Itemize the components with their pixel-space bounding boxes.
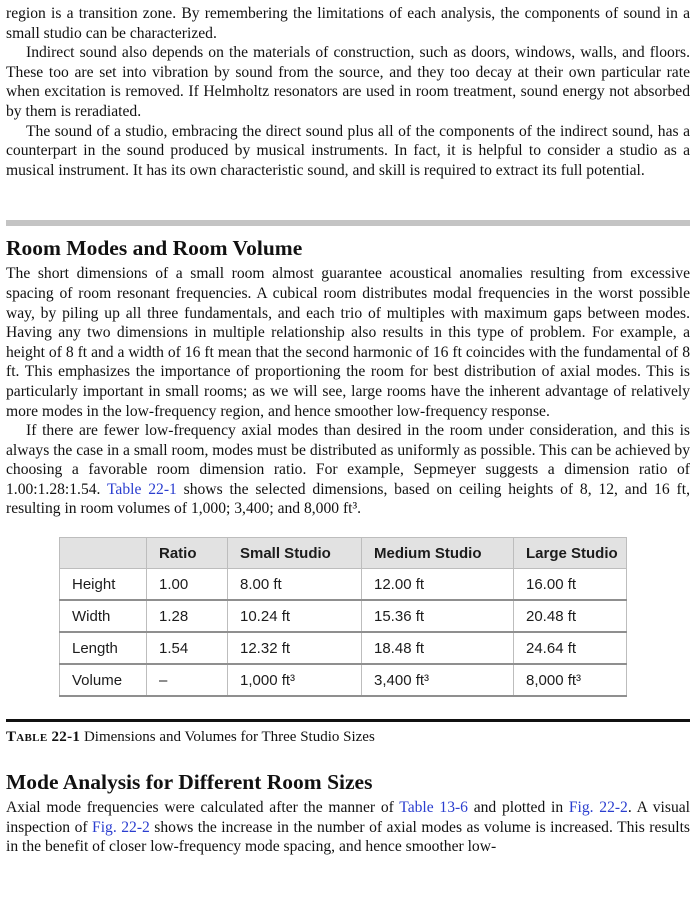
table-cell: Width (60, 600, 147, 632)
table-cell: – (147, 664, 228, 696)
table-cell: 18.48 ft (362, 632, 514, 664)
table-cell: 3,400 ft³ (362, 664, 514, 696)
table-22-1-link[interactable]: Table 22-1 (106, 480, 177, 498)
table-row (60, 664, 627, 696)
table-caption-label: Table 22-1 (6, 729, 81, 746)
table-cell: 1,000 ft³ (228, 664, 362, 696)
table-row (60, 600, 627, 632)
studio-dimensions-table (59, 537, 627, 697)
table-cell: 8,000 ft³ (514, 664, 627, 696)
table-cell: 12.00 ft (362, 569, 514, 601)
table-header-row (60, 538, 627, 569)
table-cell: 24.64 ft (514, 632, 627, 664)
table-caption-rule (6, 719, 690, 722)
table-cell: 20.48 ft (514, 600, 627, 632)
section-heading-mode-analysis: Mode Analysis for Different Room Sizes (6, 770, 373, 795)
room-modes-paragraph-2 (6, 421, 690, 519)
table-row (60, 569, 627, 601)
table-header-cell: Ratio (147, 538, 228, 569)
table-cell: 15.36 ft (362, 600, 514, 632)
paragraph-text: and plotted in (467, 799, 569, 817)
table-cell: Volume (60, 664, 147, 696)
table-cell: Height (60, 569, 147, 601)
table-header-cell: Small Studio (228, 538, 362, 569)
section-heading-room-modes: Room Modes and Room Volume (6, 236, 303, 261)
fig-22-2-link[interactable]: Fig. 22-2 (568, 799, 628, 817)
paragraph-text: If there are fewer low-frequency axial modes than desired in the room under consideration, and this is always the case in a small room, modes must be distributed as uniformly as possible. This can be achieved by choosing a favorable room dimension ratio. For example, Sepmeyer suggests a dimension ratio of 1.00:1.28:1.54. (6, 422, 690, 498)
table-row (60, 632, 627, 664)
table-cell: 10.24 ft (228, 600, 362, 632)
table-cell: Length (60, 632, 147, 664)
intro-paragraph-2: Indirect sound also depends on the materials of construction, such as doors, windows, walls, and floors. These too are set into vibration by sound from the source, and they too decay at their own particular rate when excitation is removed. If Helmholtz resonators are used in room treatment, sound energy not absorbed by them is reradiated. (6, 44, 690, 120)
table-cell: 1.54 (147, 632, 228, 664)
document-page (6, 0, 690, 857)
intro-paragraph-1: region is a transition zone. By remembering the limitations of each analysis, the components of sound in a small studio can be characterized. (6, 5, 690, 42)
section-divider (6, 220, 690, 226)
studio-dimensions-table-wrap (59, 537, 690, 697)
intro-paragraph-3: The sound of a studio, embracing the direct sound plus all of the components of the indirect sound, has a counterpart in the sound produced by musical instruments. In fact, it is helpful to consider a studio as a musical instrument. It has its own characteristic sound, and skill is required to extract its full potential. (6, 122, 690, 179)
table-13-6-link[interactable]: Table 13-6 (399, 799, 468, 817)
paragraph-text: Axial mode frequencies were calculated after the manner of (6, 799, 400, 817)
table-caption (6, 727, 690, 747)
table-cell: 1.28 (147, 600, 228, 632)
table-cell: 1.00 (147, 569, 228, 601)
table-header-cell: Large Studio (514, 538, 627, 569)
paragraph-text: shows the selected dimensions, based on ceiling heights of 8, 12, and 16 ft, resulting in room volumes of 1,000; 3,400; and 8,000 ft³. (6, 480, 690, 518)
table-header-cell (60, 538, 147, 569)
table-header-cell: Medium Studio (362, 538, 514, 569)
table-caption-text: Dimensions and Volumes for Three Studio Sizes (80, 729, 375, 746)
paragraph-text: . A visual inspection of (6, 799, 690, 836)
table-cell: 16.00 ft (514, 569, 627, 601)
room-modes-paragraph-1: The short dimensions of a small room almost guarantee acoustical anomalies resulting from excessive spacing of room resonant frequencies. A cubical room distributes modal frequencies in the worst possible way, by piling up all three fundamentals, and each trio of multiples with maximum gaps between modes. Having any two dimensions in multiple relationship also results in this type of problem. For example, a height of 8 ft and a width of 16 ft mean that the second harmonic of 16 ft coincides with the fundamental of 8 ft. This emphasizes the importance of proportioning the room for best distribution of axial modes. This is particularly important in small rooms; as we will see, large rooms have the inherent advantage of relatively more modes in the low-frequency region, and hence smoother low-frequency response. (6, 265, 690, 420)
table-cell: 8.00 ft (228, 569, 362, 601)
mode-analysis-paragraph (6, 798, 690, 857)
paragraph-text: shows the increase in the number of axial modes as volume is increased. This results in the benefit of closer low-frequency mode spacing, and hence smoother low- (6, 818, 690, 856)
table-cell: 12.32 ft (228, 632, 362, 664)
fig-22-2-link-2[interactable]: Fig. 22-2 (92, 818, 150, 836)
